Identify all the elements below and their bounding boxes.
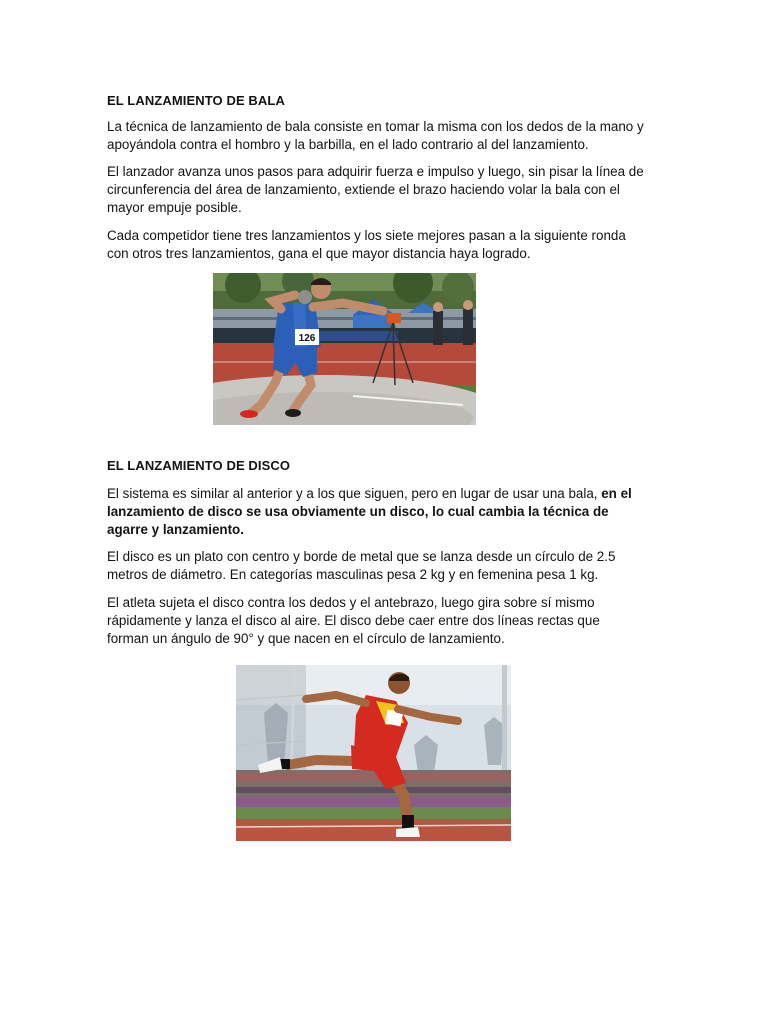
text-line: circunferencia del área de lanzamiento, extiende el brazo haciendo volar la bala con el — [107, 182, 620, 197]
bib-number: 126 — [298, 333, 316, 344]
text-bold-line: lanzamiento de disco se usa obviamente un disco, lo cual cambia la técnica de — [107, 504, 609, 519]
paragraph-disco-technique — [107, 594, 667, 648]
text-line: con otros tres lanzamientos, gana el que mayor distancia haya logrado. — [107, 246, 531, 261]
text-line: El lanzador avanza unos pasos para adquirir fuerza e impulso y luego, sin pisar la línea de — [107, 164, 644, 179]
text-line: metros de diámetro. En categorías masculinas pesa 2 kg y en femenina pesa 1 kg. — [107, 567, 599, 582]
text-line: Cada competidor tiene tres lanzamientos y los siete mejores pasan a la siguiente ronda — [107, 228, 626, 243]
text-line: apoyándola contra el hombro y la barbilla, en el lado contrario al del lanzamiento. — [107, 137, 589, 152]
paragraph-bala-approach — [107, 163, 667, 217]
text-normal: El sistema es similar al anterior y a los que siguen, pero en lugar de usar una bala, — [107, 486, 602, 501]
text-line: El atleta sujeta el disco contra los dedos y el antebrazo, luego gira sobre sí mismo — [107, 595, 595, 610]
text-bold: en el — [601, 486, 632, 501]
paragraph-bala-technique — [107, 118, 667, 154]
text-line: La técnica de lanzamiento de bala consiste en tomar la misma con los dedos de la mano y — [107, 119, 644, 134]
text-line: mayor empuje posible. — [107, 200, 242, 215]
paragraph-bala-rounds — [107, 227, 667, 263]
discus-photo — [236, 665, 511, 841]
discus-illustration — [236, 665, 511, 841]
shot-put-photo — [213, 273, 476, 425]
heading-disco: EL LANZAMIENTO DE DISCO — [107, 458, 291, 473]
shot-put-illustration — [213, 273, 476, 425]
paragraph-disco-plate — [107, 548, 667, 584]
text-line — [107, 485, 667, 503]
heading-bala: EL LANZAMIENTO DE BALA — [107, 93, 285, 108]
text-line: rápidamente y lanza el disco al aire. El disco debe caer entre dos líneas rectas que — [107, 613, 600, 628]
text-bold-line: agarre y lanzamiento. — [107, 522, 244, 537]
text-line: El disco es un plato con centro y borde de metal que se lanza desde un círculo de 2.5 — [107, 549, 616, 564]
text-line: forman un ángulo de 90° y que nacen en el círculo de lanzamiento. — [107, 631, 505, 646]
paragraph-disco-system — [107, 485, 667, 539]
